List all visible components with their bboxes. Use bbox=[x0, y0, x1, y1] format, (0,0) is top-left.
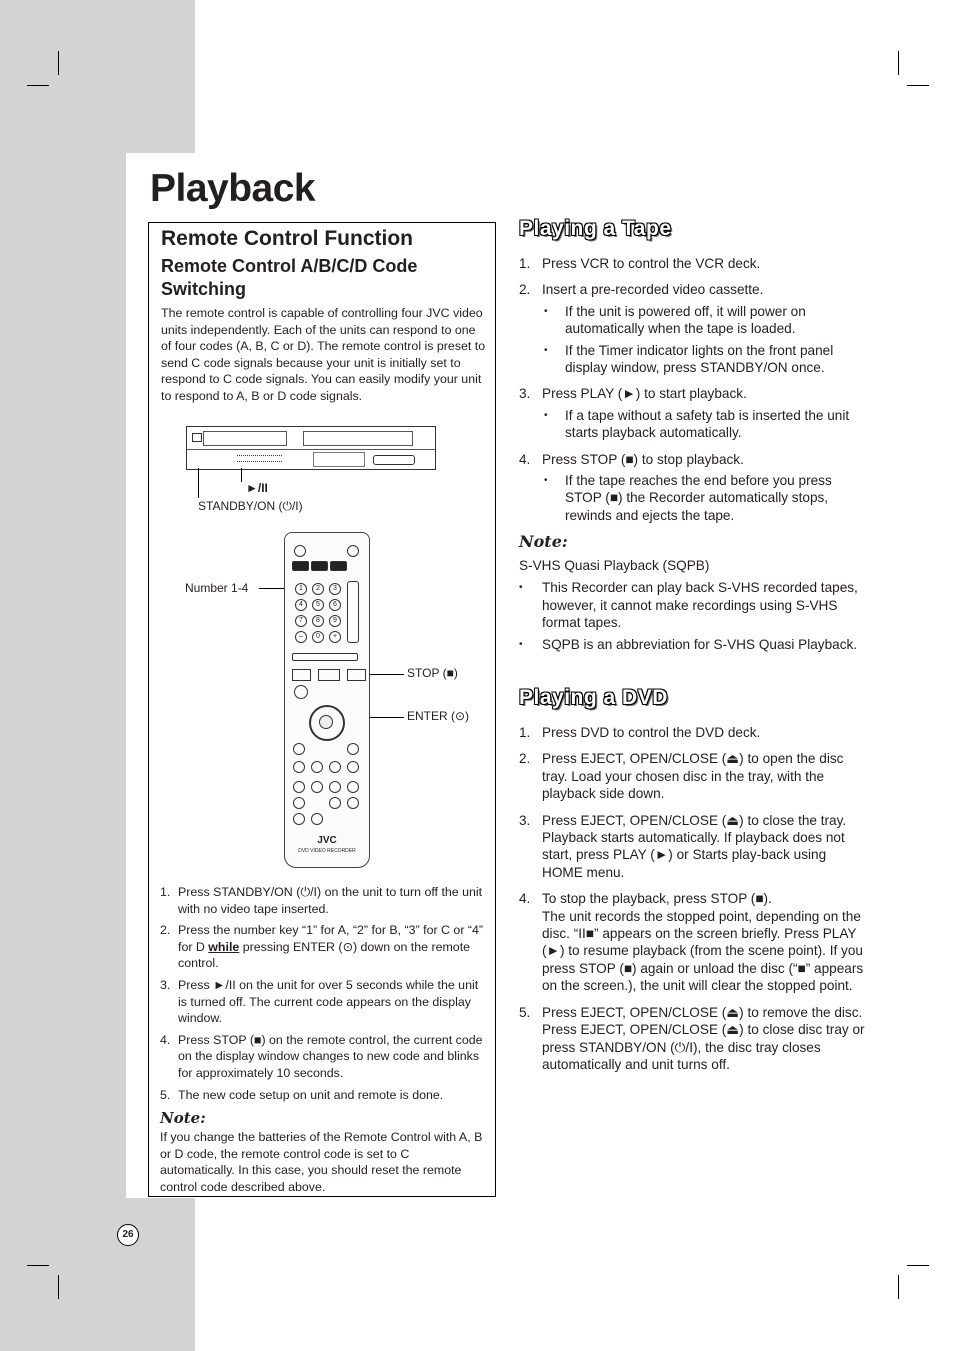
tape-step: 1. Press VCR to control the VCR deck. bbox=[519, 256, 761, 271]
label-number-keys: Number 1-4 bbox=[185, 581, 249, 595]
tape-step-bullet: • If the Timer indicator lights on the front panel display window, press STANDBY/ON once. bbox=[542, 342, 871, 377]
remote-standby-button bbox=[294, 545, 306, 557]
page-number: 26 bbox=[117, 1224, 139, 1246]
remote-pause-key bbox=[292, 669, 311, 681]
remote-vcr-key bbox=[311, 561, 328, 571]
step-item: 5. The new code setup on unit and remote is done. bbox=[160, 1087, 444, 1102]
remote-eject-button bbox=[347, 545, 359, 557]
playing-tape-section bbox=[519, 255, 871, 659]
unit-front-panel-illustration bbox=[186, 426, 436, 470]
tape-step-bullet: • If a tape without a safety tab is inserted the unit starts playback automatically. bbox=[542, 407, 871, 442]
remote-model-text: DVD VIDEO RECORDER bbox=[298, 848, 356, 854]
remote-brand-logo: JVC bbox=[317, 835, 337, 846]
code-switching-steps bbox=[160, 884, 486, 1196]
dvd-step: 4. To stop the playback, press STOP (■). The unit records the stopped point, depending on the disc. “II■” appears on the screen briefly. Press PLAY (►) to resume playback (from the scene point). If you press STOP (■) again or unload the disc (“■” appears on the screen.), the unit will clear the stopped point. bbox=[519, 891, 864, 994]
remote-play-key bbox=[318, 669, 340, 681]
remote-stop-key bbox=[347, 669, 366, 681]
dvd-step: 5. Press EJECT, OPEN/CLOSE (⏏) to remove the disc. Press EJECT, OPEN/CLOSE (⏏) to close disc tray or press STANDBY/ON (⏻/I), the disc tray closes automatically and unit turns off. bbox=[519, 1004, 865, 1072]
note-heading: Note: bbox=[160, 1109, 206, 1128]
tape-step-bullet: • If the tape reaches the end before you press STOP (■) the Recorder automatically stops, rewinds and ejects the tape. bbox=[542, 472, 871, 524]
section-heading: Remote Control Function bbox=[161, 227, 413, 250]
dvd-step: 3. Press EJECT, OPEN/CLOSE (⏏) to close the tray. Playback starts automatically. If playback does not start, press PLAY (►) or Starts play-back using HOME menu. bbox=[519, 812, 847, 880]
panel-tray-dvd bbox=[203, 431, 287, 446]
step-item: 1. Press STANDBY/ON (⏻/I) on the unit to turn off the unit with no video tape inserted. bbox=[160, 885, 483, 916]
remote-enter-key bbox=[319, 715, 333, 729]
panel-buttons bbox=[237, 455, 282, 462]
leader-line-standby bbox=[198, 468, 199, 498]
tape-step-bullet: • If the unit is powered off, it will power on automatically when the tape is loaded. bbox=[542, 303, 871, 338]
margin-band-bottom bbox=[0, 1198, 195, 1351]
label-enter: ENTER (⊙) bbox=[407, 709, 470, 723]
tape-note-heading: Note: bbox=[519, 532, 568, 552]
tape-step: 2. Insert a pre-recorded video cassette. • If the unit is powered off, it will power on automatically when the tape is loaded. • If the Timer indicator lights on the front panel display window, press STANDBY/ON once. bbox=[519, 281, 871, 376]
tape-note-line: S-VHS Quasi Playback (SQPB) bbox=[519, 557, 710, 573]
step-item: 2. Press the number key “1” for A, “2” for B, “3” for C or “4” for D while pressing ENTER (⊙) down on the remote control. bbox=[160, 923, 484, 971]
label-play-pause: ►/II bbox=[246, 481, 268, 495]
panel-display bbox=[192, 433, 202, 442]
intro-paragraph: The remote control is capable of controlling four JVC video units independently. Each of the units can respond to one of four codes (A, B, C or D). The remote control is preset to send C code signals because your unit is initially set to respond to C code signals. You can easily modify your unit to respond to A, B or D code signals. bbox=[161, 306, 486, 403]
remote-dvd-key bbox=[292, 561, 309, 571]
step-item: 4. Press STOP (■) on the remote control, the current code on the display window changes to new code and blinks for approximately 10 seconds. bbox=[160, 1032, 483, 1080]
leader-line-play bbox=[241, 468, 242, 482]
dvd-step: 2. Press EJECT, OPEN/CLOSE (⏏) to open the disc tray. Load your chosen disc in the tray, with the playback side down. bbox=[519, 751, 844, 802]
playing-dvd-heading: Playing a DVD bbox=[519, 686, 668, 709]
remote-transport-keys bbox=[292, 653, 358, 661]
tape-step: 4. Press STOP (■) to stop playback. • If the tape reaches the end before you press STOP (■) the Recorder automatically stops, rewinds and ejects the tape. bbox=[519, 451, 871, 525]
label-standby-on: STANDBY/ON (⏻/I) bbox=[198, 499, 303, 513]
panel-tray-vcr bbox=[303, 431, 413, 446]
step-item: 3. Press ►/II on the unit for over 5 seconds while the unit is turned off. The current code appears on the display window. bbox=[160, 977, 479, 1026]
label-stop: STOP (■) bbox=[407, 666, 458, 680]
margin-band-top bbox=[0, 0, 195, 153]
playing-dvd-section bbox=[519, 724, 869, 1082]
tape-step: 3. Press PLAY (►) to start playback. • If a tape without a safety tab is inserted the unit starts playback automatically. bbox=[519, 385, 871, 441]
tape-note-bullet: • SQPB is an abbreviation for S-VHS Quasi Playback. bbox=[519, 636, 871, 653]
remote-home-key bbox=[294, 685, 308, 699]
margin-band-side bbox=[0, 153, 126, 1198]
panel-divider bbox=[187, 449, 435, 450]
remote-channel-rocker bbox=[347, 581, 359, 643]
tape-note-bullet: • This Recorder can play back S-VHS recorded tapes, however, it cannot make recordings using S-VHS format tapes. bbox=[519, 579, 871, 631]
page-title: Playback bbox=[150, 167, 316, 210]
subsection-heading: Remote Control A/B/C/D Code Switching bbox=[161, 256, 418, 299]
note-text: If you change the batteries of the Remote Control with A, B or D code, the remote control code is set to C automatically. In this case, you should reset the remote control code described above. bbox=[160, 1130, 483, 1194]
playing-tape-heading: Playing a Tape bbox=[519, 217, 672, 240]
remote-input-key bbox=[330, 561, 347, 571]
panel-right-controls bbox=[373, 455, 415, 465]
remote-control-illustration: 1 2 3 4 5 6 7 8 9 – 0 + JVC DVD VIDEO RECORDER bbox=[284, 532, 370, 868]
panel-center-window bbox=[313, 452, 365, 467]
dvd-step: 1. Press DVD to control the DVD deck. bbox=[519, 725, 761, 740]
